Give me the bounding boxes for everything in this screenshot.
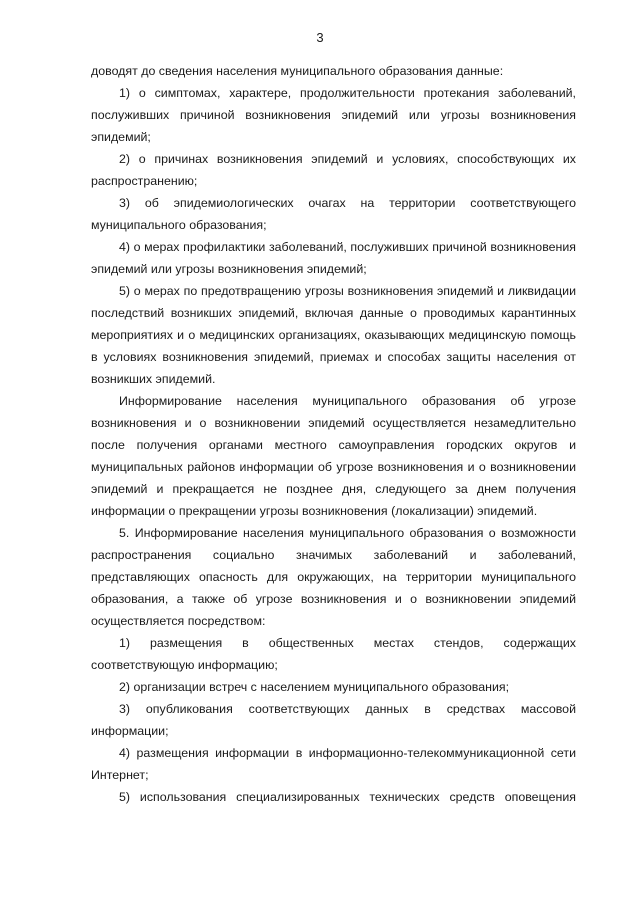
paragraph-intro: доводят до сведения населения муниципального образования данные: bbox=[91, 64, 504, 78]
list-item-media: 3) опубликования соответствующих данных в средствах массовой информации; bbox=[91, 702, 576, 738]
list-item-foci: 3) об эпидемиологических очагах на территории соответствующего муниципального образования; bbox=[91, 196, 576, 232]
list-item-prevention: 4) о мерах профилактики заболеваний, послуживших причиной возникновения эпидемий или угрозы возникновения эпидемий; bbox=[91, 240, 576, 276]
list-item-symptoms: 1) о симптомах, характере, продолжительности протекания заболеваний, послуживших причиной возникновения эпидемий или угрозы возникновения эпидемий; bbox=[91, 86, 576, 144]
list-item-internet: 4) размещения информации в информационно-телекоммуникационной сети Интернет; bbox=[91, 746, 576, 782]
list-item-measures: 5) о мерах по предотвращению угрозы возникновения эпидемий и ликвидации последствий возникших эпидемий, включая данные о проводимых карантинных мероприятиях и о медицинских организациях, оказывающих медицинскую помощь в условиях возникновения эпидемий, приемах и способах защиты населения от возникших эпидемий. bbox=[91, 284, 576, 386]
paragraph-informing-timing: Информирование населения муниципального образования об угрозе возникновения и о возникновении эпидемий осуществляется незамедлительно после получения органами местного самоуправления городских округов и муниципальных районов информации об угрозе возникновения и о возникновении эпидемий и прекращается не позднее дня, следующего за днем получения информации о прекращении угрозы возникновения (локализации) эпидемий. bbox=[91, 394, 576, 518]
page-number: 3 bbox=[316, 30, 324, 45]
document-body bbox=[91, 60, 576, 808]
paragraph-section-5: 5. Информирование населения муниципального образования о возможности распространения социально значимых заболеваний и заболеваний, представляющих опасность для окружающих, на территории муниципального образования, а также об угрозе возникновения и о возникновении эпидемий осуществляется посредством: bbox=[91, 526, 576, 628]
list-item-stands: 1) размещения в общественных местах стендов, содержащих соответствующую информацию; bbox=[91, 636, 576, 672]
list-item-meetings: 2) организации встреч с населением муниципального образования; bbox=[119, 680, 510, 694]
list-item-causes: 2) о причинах возникновения эпидемий и условиях, способствующих их распространению; bbox=[91, 152, 576, 188]
list-item-technical-means: 5) использования специализированных технических средств оповещения bbox=[119, 790, 576, 804]
